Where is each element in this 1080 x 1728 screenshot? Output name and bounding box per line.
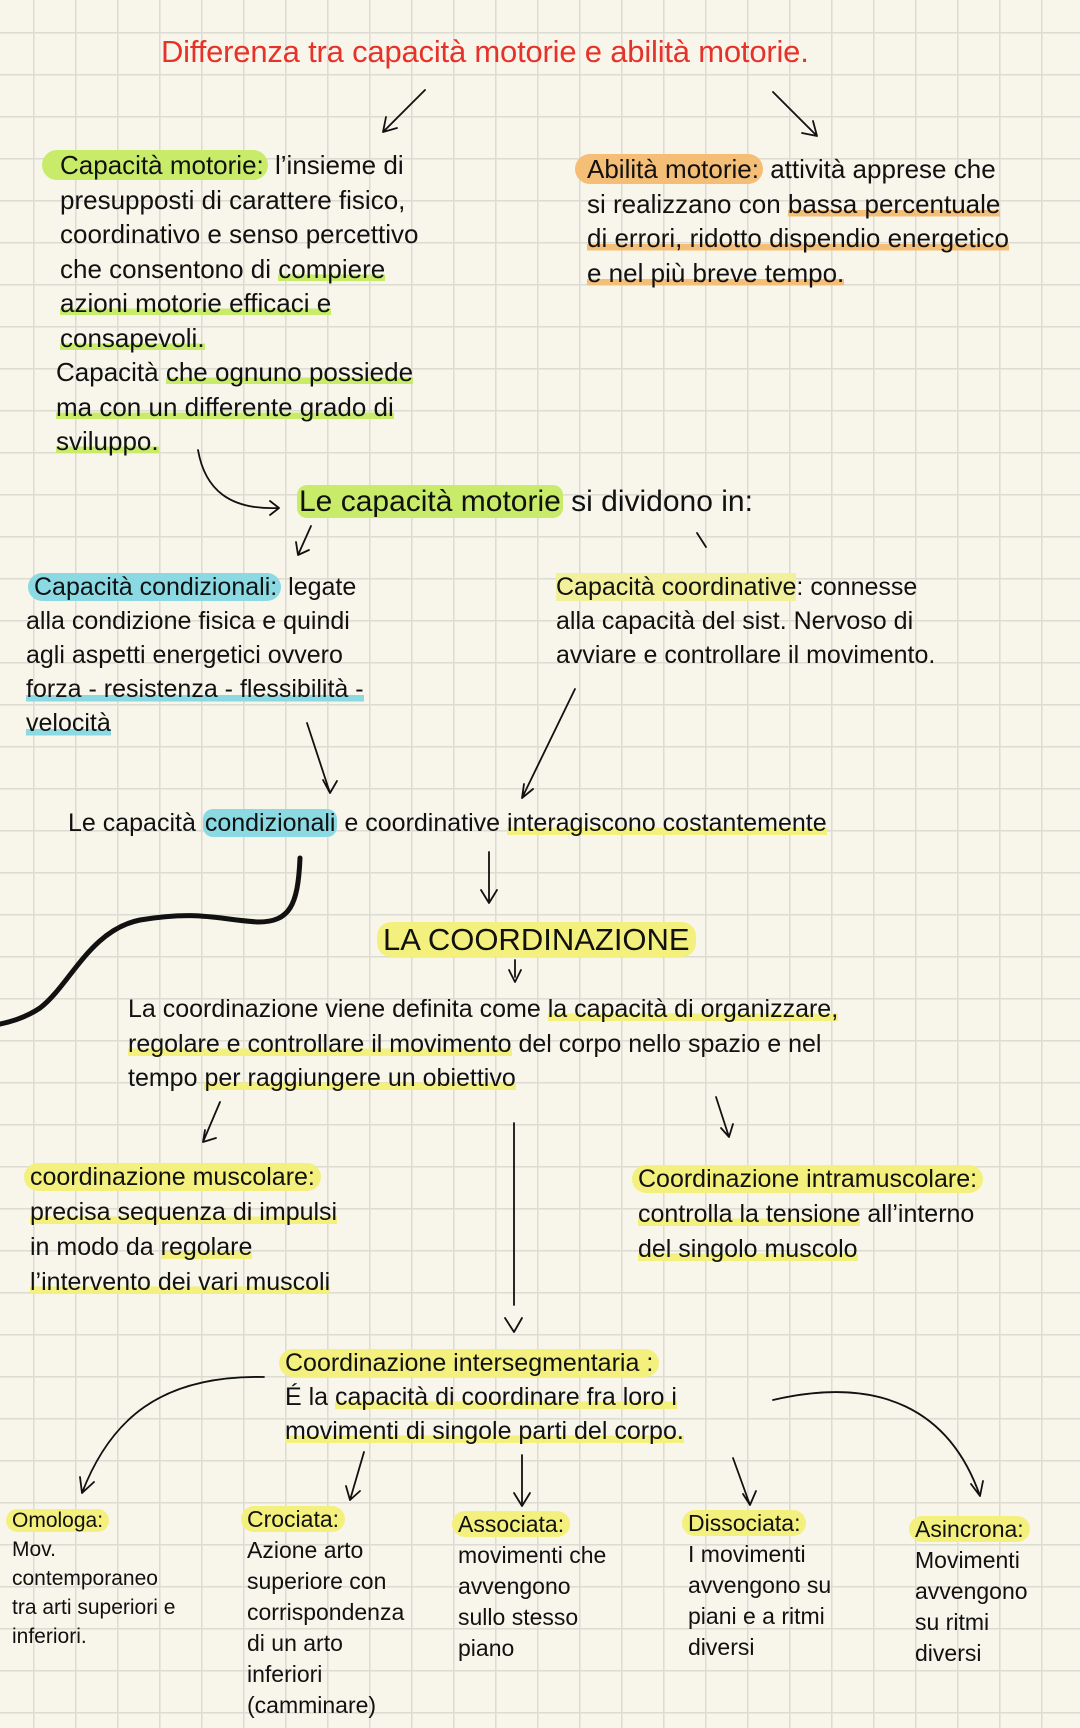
coordinative-definition: Capacità coordinative: connesse alla capacità del sist. Nervoso di avviare e controllare il movimento.: [556, 573, 936, 669]
tipo-crociata: Crociata: Azione arto superiore con corrispondenza di un arto inferiori (camminare): [247, 1504, 404, 1721]
condizionali-term: Capacità condizionali:: [28, 573, 281, 601]
arrow-to-omologa-icon: [80, 1377, 264, 1493]
capacita-motorie-definition: Capacità motorie: l’insieme di presupposti di carattere fisico, coordinativo e senso percettivo che consentono di compiere azioni motorie efficaci e consapevoli. Capacità che ognuno possiede ma con un differente grado di sviluppo.: [60, 148, 418, 459]
arrow-to-abilita-icon: [773, 92, 817, 136]
arrow-to-condizionali-icon: [296, 526, 311, 555]
coordinazione-definition: La coordinazione viene definita come la capacità di organizzare, regolare e controllare il movimento del corpo nello spazio e nel tempo per raggiungere un obiettivo: [128, 995, 839, 1092]
asincrona-term: Asincrona:: [909, 1516, 1030, 1542]
arrow-to-dissociata-icon: [733, 1458, 756, 1505]
interazione-statement: Le capacità condizionali e coordinative interagiscono costantemente: [68, 809, 827, 837]
line-to-coordinative-icon: [697, 533, 706, 547]
omologa-term: Omologa:: [6, 1509, 109, 1532]
arrow-to-capacita-icon: [383, 90, 425, 132]
curved-arrow-divisione-icon: [198, 450, 279, 515]
capacita-motorie-term: Capacità motorie:: [42, 150, 268, 180]
abilita-motorie-definition: Abilità motorie: attività apprese che si realizzano con bassa percentuale di errori, ridotto dispendio energetico e nel più breve tempo.: [587, 152, 1009, 290]
tipo-omologa: Omologa: Mov. contemporaneo tra arti superiori e inferiori.: [12, 1506, 175, 1651]
arrow-to-definizione-icon: [509, 960, 521, 982]
dissociata-term: Dissociata:: [682, 1510, 806, 1536]
arrow-to-intramuscolare-icon: [716, 1097, 733, 1137]
associata-term: Associata:: [452, 1511, 570, 1537]
muscolare-definition: coordinazione muscolare: precisa sequenza di impulsi in modo da regolare l’intervento dei vari muscoli: [30, 1160, 337, 1300]
intramuscolare-definition: Coordinazione intramuscolare: controlla la tensione all’interno del singolo muscolo: [638, 1162, 983, 1267]
arrow-to-crociata-icon: [346, 1452, 364, 1500]
coordinazione-heading: LA COORDINAZIONE: [383, 922, 696, 958]
tipo-asincrona: Asincrona: Movimenti avvengono su ritmi diversi: [915, 1514, 1030, 1669]
intramuscolare-term: Coordinazione intramuscolare:: [632, 1165, 983, 1193]
muscolare-term: coordinazione muscolare:: [24, 1163, 321, 1191]
crociata-term: Crociata:: [241, 1506, 345, 1532]
tipo-dissociata: Dissociata: I movimenti avvengono su piani e a ritmi diversi: [688, 1508, 831, 1663]
condizionali-definition: Capacità condizionali: legate alla condizione fisica e quindi agli aspetti energetici ovvero forza - resistenza - flessibilità - velocità: [26, 573, 364, 737]
arrow-to-intersegmentaria-icon: [505, 1123, 522, 1332]
arrow-to-muscolare-icon: [203, 1102, 220, 1142]
arrow-to-coordinazione-icon: [481, 852, 497, 903]
intersegmentaria-definition: Coordinazione intersegmentaria : É la capacità di coordinare fra loro i movimenti di singole parti del corpo.: [285, 1346, 684, 1448]
divisione-heading: Le capacità motorie si dividono in:: [299, 485, 753, 518]
intersegmentaria-term: Coordinazione intersegmentaria :: [279, 1349, 659, 1377]
tipo-associata: Associata: movimenti che avvengono sullo stesso piano: [458, 1509, 606, 1664]
arrow-to-asincrona-icon: [773, 1392, 983, 1496]
page-title: Differenza tra capacità motorie e abilità motorie.: [161, 34, 809, 69]
arrow-to-associata-icon: [514, 1455, 530, 1506]
abilita-motorie-term: Abilità motorie:: [575, 154, 763, 184]
coordinative-term: Capacità coordinative: [556, 573, 797, 601]
arrow-coordinative-interazione-icon: [522, 689, 575, 798]
